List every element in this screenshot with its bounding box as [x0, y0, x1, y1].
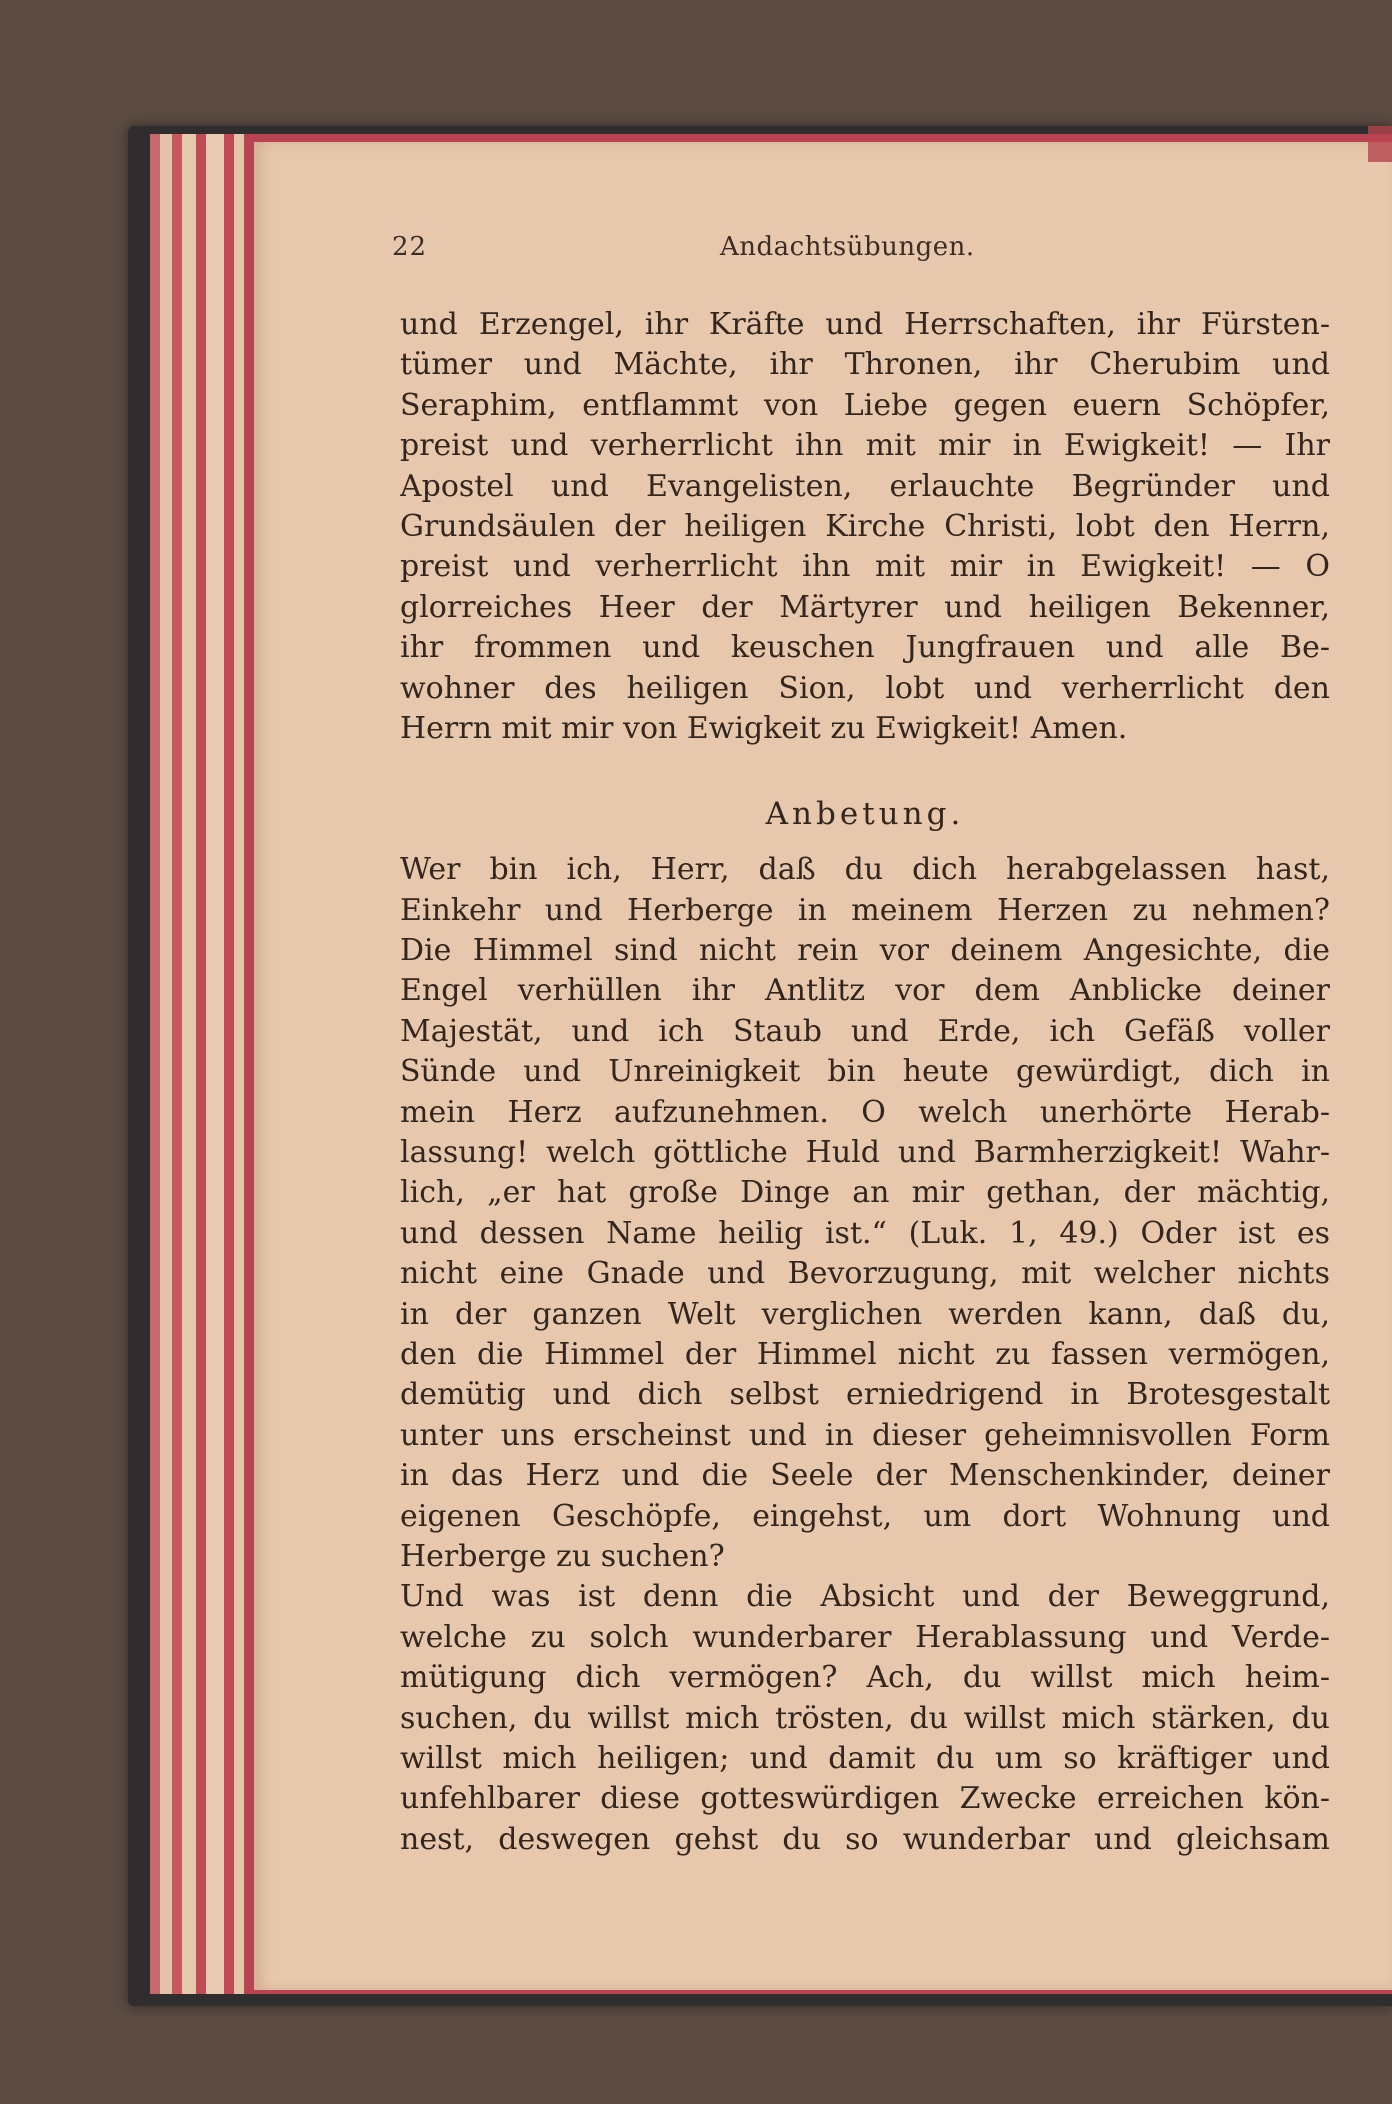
text-line: nicht eine Gnade und Bevorzugung, mit welcher nichts: [400, 1256, 1330, 1292]
text-line: ihr frommen und keuschen Jungfrauen und alle Be-: [400, 630, 1330, 666]
text-line: preist und verherrlicht ihn mit mir in Ewigkeit! — O: [400, 549, 1330, 585]
text-line: preist und verherrlicht ihn mit mir in Ewigkeit! — Ihr: [400, 428, 1330, 464]
text-line: eigenen Geschöpfe, eingehst, um dort Wohnung und: [400, 1498, 1330, 1534]
page-text: [400, 305, 1330, 1860]
text-line: demütig und dich selbst erniedrigend in Brotesgestalt: [400, 1377, 1330, 1413]
text-line: welche zu solch wunderbarer Herablassung und Verde-: [400, 1619, 1330, 1655]
text-line: Sünde und Unreinigkeit bin heute gewürdigt, dich in: [400, 1054, 1330, 1090]
paragraph-2: [400, 850, 1330, 1577]
text-line: Engel verhüllen ihr Antlitz vor dem Anblicke deiner: [400, 973, 1330, 1009]
text-line: Seraphim, entflammt von Liebe gegen euern Schöpfer,: [400, 387, 1330, 423]
text-line: lich, „er hat große Dinge an mir gethan, der mächtig,: [400, 1175, 1330, 1211]
text-line: in der ganzen Welt verglichen werden kann, daß du,: [400, 1296, 1330, 1332]
text-line: Apostel und Evangelisten, erlauchte Begründer und: [400, 468, 1330, 504]
text-line: und dessen Name heilig ist.“ (Luk. 1, 49.) Oder ist es: [400, 1215, 1330, 1251]
ribbon-corner: [1368, 126, 1392, 162]
text-line: Und was ist denn die Absicht und der Beweggrund,: [400, 1579, 1330, 1615]
text-line: Wer bin ich, Herr, daß du dich herabgelassen hast,: [400, 852, 1330, 888]
text-line: und Erzengel, ihr Kräfte und Herrschaften, ihr Fürsten-: [400, 307, 1330, 342]
text-line: nest, deswegen gehst du so wunderbar und gleichsam: [400, 1821, 1330, 1857]
text-line: Herberge zu suchen?: [400, 1538, 725, 1574]
text-line: Die Himmel sind nicht rein vor deinem Angesichte, die: [400, 933, 1330, 969]
page-number: 22: [392, 232, 428, 262]
text-line: mein Herz aufzunehmen. O welch unerhörte Herab-: [400, 1094, 1330, 1130]
running-head: Andachtsübungen.: [720, 232, 975, 262]
text-line: Einkehr und Herberge in meinem Herzen zu nehmen?: [400, 892, 1330, 928]
paragraph-1: [400, 305, 1330, 749]
text-line: wohner des heiligen Sion, lobt und verherrlicht den: [400, 670, 1330, 706]
text-line: unter uns erscheinst und in dieser geheimnisvollen Form: [400, 1417, 1330, 1453]
text-line: Herrn mit mir von Ewigkeit zu Ewigkeit! Amen.: [400, 710, 1128, 746]
section-heading: Anbetung.: [765, 796, 965, 833]
paragraph-3: [400, 1577, 1330, 1860]
text-line: lassung! welch göttliche Huld und Barmherzigkeit! Wahr-: [400, 1135, 1330, 1171]
text-line: suchen, du willst mich trösten, du willst mich stärken, du: [400, 1700, 1330, 1736]
text-line: den die Himmel der Himmel nicht zu fassen vermögen,: [400, 1336, 1330, 1372]
text-line: unfehlbarer diese gotteswürdigen Zwecke erreichen kön-: [400, 1781, 1330, 1817]
text-line: Grundsäulen der heiligen Kirche Christi, lobt den Herrn,: [400, 508, 1330, 544]
text-line: Majestät, und ich Staub und Erde, ich Gefäß voller: [400, 1013, 1330, 1049]
text-line: tümer und Mächte, ihr Thronen, ihr Cherubim und: [400, 347, 1330, 383]
text-line: in das Herz und die Seele der Menschenkinder, deiner: [400, 1458, 1330, 1494]
text-line: glorreiches Heer der Märtyrer und heiligen Bekenner,: [400, 589, 1330, 625]
text-line: mütigung dich vermögen? Ach, du willst mich heim-: [400, 1660, 1330, 1696]
page-header: [392, 232, 1332, 272]
text-line: willst mich heiligen; und damit du um so kräftiger und: [400, 1740, 1330, 1776]
